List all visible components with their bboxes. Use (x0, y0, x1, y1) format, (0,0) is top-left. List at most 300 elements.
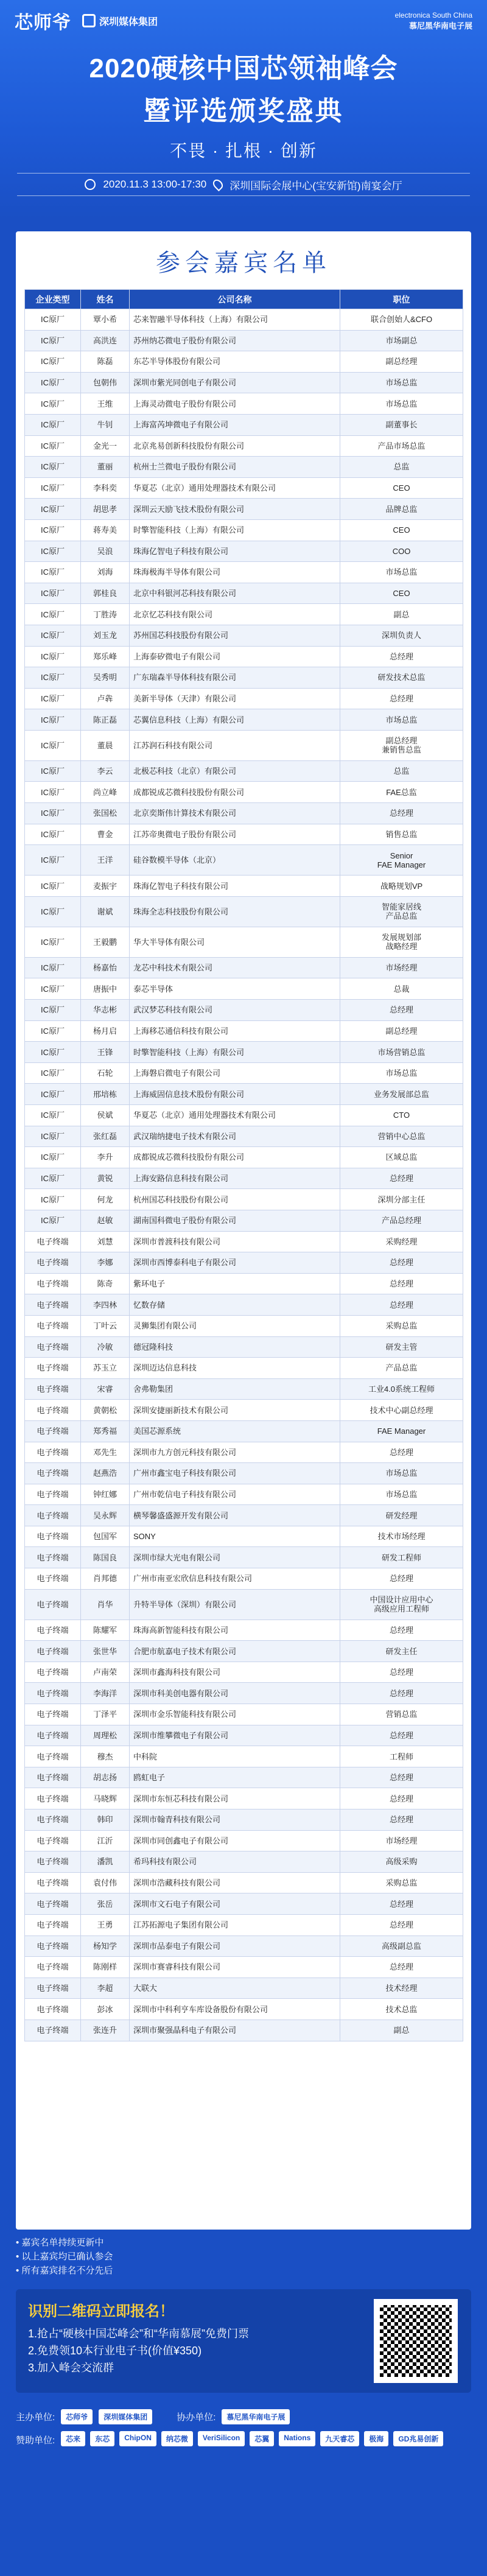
qr-code-icon (380, 2305, 452, 2377)
support-logo: 九天睿芯 (320, 2431, 359, 2446)
cell-type: IC原厂 (25, 393, 81, 415)
cell-name: 穆杰 (81, 1746, 130, 1767)
cell-name: 覃小希 (81, 309, 130, 331)
cell-company: 苏州国芯科技股份有限公司 (130, 625, 340, 646)
cell-type: IC原厂 (25, 1020, 81, 1042)
support-logos (61, 2431, 443, 2446)
cell-position: 总经理 (340, 1000, 463, 1021)
cell-name: 黄朝松 (81, 1400, 130, 1421)
cell-type: IC原厂 (25, 760, 81, 782)
cell-company: 德冠隆科技 (130, 1336, 340, 1358)
cell-name: 曹金 (81, 824, 130, 845)
cell-type: IC原厂 (25, 1147, 81, 1168)
cell-type: 电子终端 (25, 1336, 81, 1358)
event-venue: 深圳国际会展中心(宝安新馆)南宴会厅 (229, 180, 402, 192)
cell-name: 郑秀福 (81, 1420, 130, 1442)
cell-position: 营销总监 (340, 1704, 463, 1725)
table-row (25, 1042, 463, 1063)
cell-company: 紫环电子 (130, 1273, 340, 1294)
cell-company: 北京兆易创新科技股份有限公司 (130, 435, 340, 457)
cell-position: 工程师 (340, 1746, 463, 1767)
table-row (25, 477, 463, 499)
location-pin-icon (211, 178, 225, 192)
cell-company: 上海安路信息科技有限公司 (130, 1168, 340, 1189)
table-row (25, 1358, 463, 1379)
cell-type: IC原厂 (25, 1000, 81, 1021)
cell-company: 深圳安捷丽新技术有限公司 (130, 1400, 340, 1421)
support-logo: 极海 (364, 2431, 388, 2446)
table-row (25, 1809, 463, 1831)
cell-type: IC原厂 (25, 1105, 81, 1126)
cell-type: IC原厂 (25, 1126, 81, 1147)
cell-type: IC原厂 (25, 519, 81, 541)
cell-company: 深圳市鑫海科技有限公司 (130, 1662, 340, 1683)
cell-position: 市场总监 (340, 1484, 463, 1505)
cell-company: 珠海高新智能科技有限公司 (130, 1620, 340, 1641)
cell-position: 市场总监 (340, 1463, 463, 1484)
cell-type: IC原厂 (25, 477, 81, 499)
cell-name: 丁泽平 (81, 1704, 130, 1725)
cell-company: 广州市鑫宝电子科技有限公司 (130, 1463, 340, 1484)
guest-list-panel (16, 231, 471, 2230)
cell-name: 张红磊 (81, 1126, 130, 1147)
cell-type: 电子终端 (25, 2020, 81, 2041)
table-row (25, 730, 463, 760)
cell-name: 何龙 (81, 1189, 130, 1210)
cell-type: IC原厂 (25, 876, 81, 897)
cell-company: 合肥市航嘉电子技术有限公司 (130, 1641, 340, 1662)
cell-position: 技术中心副总经理 (340, 1400, 463, 1421)
cell-name: 王勇 (81, 1914, 130, 1936)
cell-position: 总经理 (340, 1294, 463, 1316)
cell-name: 胡思孝 (81, 499, 130, 520)
table-row (25, 1147, 463, 1168)
cell-position: Senior FAE Manager (340, 845, 463, 876)
cell-type: 电子终端 (25, 1568, 81, 1590)
cell-position: 总经理 (340, 1252, 463, 1274)
cell-name: 江沂 (81, 1830, 130, 1851)
support-logo: 纳芯微 (161, 2431, 193, 2446)
cell-name: 华志彬 (81, 1000, 130, 1021)
cell-type: 电子终端 (25, 1442, 81, 1463)
clock-icon (85, 179, 96, 190)
table-row (25, 1851, 463, 1873)
table-row (25, 309, 463, 331)
table-row (25, 435, 463, 457)
cell-company: 珠海亿智电子科技有限公司 (130, 876, 340, 897)
cell-company: 中科院 (130, 1746, 340, 1767)
cell-company: 时擎智能科技（上海）有限公司 (130, 519, 340, 541)
cell-position: COO (340, 541, 463, 562)
cell-company: 灵狮集团有限公司 (130, 1315, 340, 1336)
cell-name: 黄锐 (81, 1168, 130, 1189)
cell-company: 深圳市中科利亨车库设备股份有限公司 (130, 1999, 340, 2020)
cell-type: IC原厂 (25, 414, 81, 435)
cell-position: 市场营销总监 (340, 1042, 463, 1063)
cell-type: 电子终端 (25, 1358, 81, 1379)
cell-position: 研发技术总监 (340, 667, 463, 689)
cell-company: 上海移芯通信科技有限公司 (130, 1020, 340, 1042)
cell-position: 总经理 (340, 1893, 463, 1915)
table-row (25, 1589, 463, 1620)
table-row (25, 1788, 463, 1809)
cell-company: 广州市乾信电子科技有限公司 (130, 1484, 340, 1505)
table-row (25, 896, 463, 927)
cell-type: IC原厂 (25, 457, 81, 478)
cell-company: 深圳市普渡科技有限公司 (130, 1231, 340, 1252)
cell-type: 电子终端 (25, 1505, 81, 1526)
cell-name: 丁叶云 (81, 1315, 130, 1336)
cell-company: 江苏拓源电子集团有限公司 (130, 1914, 340, 1936)
cell-name: 唐振中 (81, 978, 130, 1000)
cell-company: 上海泰矽微电子有限公司 (130, 646, 340, 667)
cell-name: 陈奇 (81, 1273, 130, 1294)
cell-position: CEO (340, 519, 463, 541)
cell-name: 李四林 (81, 1294, 130, 1316)
support-logo: VeriSilicon (198, 2431, 245, 2446)
header-company: 公司名称 (130, 290, 340, 309)
cell-name: 张国松 (81, 803, 130, 824)
cell-position: FAE Manager (340, 1420, 463, 1442)
signup-box (16, 2289, 471, 2393)
cell-type: IC原厂 (25, 309, 81, 331)
cell-type: 电子终端 (25, 1978, 81, 1999)
table-row (25, 1999, 463, 2020)
cell-company: 芯翼信息科技（上海）有限公司 (130, 709, 340, 731)
note-item: • 嘉宾名单持续更新中 (16, 2236, 471, 2250)
table-row (25, 1294, 463, 1316)
table-row (25, 499, 463, 520)
table-row (25, 2020, 463, 2041)
table-row (25, 646, 463, 667)
cell-name: 王锋 (81, 1042, 130, 1063)
table-row (25, 1914, 463, 1936)
cell-company: 江苏润石科技有限公司 (130, 730, 340, 760)
cell-position: 营销中心总监 (340, 1126, 463, 1147)
cell-company: 上海灵动微电子股份有限公司 (130, 393, 340, 415)
table-row (25, 1231, 463, 1252)
cell-type: IC原厂 (25, 562, 81, 583)
cell-position: 研发主管 (340, 1336, 463, 1358)
cell-position: 副董事长 (340, 414, 463, 435)
cell-name: 金光一 (81, 435, 130, 457)
cell-company: 杭州国芯科技股份有限公司 (130, 1189, 340, 1210)
cell-type: IC原厂 (25, 499, 81, 520)
table-row (25, 583, 463, 604)
cell-type: 电子终端 (25, 1914, 81, 1936)
cell-company: 深圳云天励飞技术股份有限公司 (130, 499, 340, 520)
table-row (25, 1062, 463, 1084)
table-row (25, 1273, 463, 1294)
cell-type: IC原厂 (25, 709, 81, 731)
table-row (25, 330, 463, 351)
cell-position: 中国设计应用中心 高级应用工程师 (340, 1589, 463, 1620)
table-row (25, 519, 463, 541)
cell-type: 电子终端 (25, 1936, 81, 1957)
cell-company: 深圳市赛睿科技有限公司 (130, 1957, 340, 1978)
table-row (25, 957, 463, 978)
cell-position: 发展规划部 战略经理 (340, 927, 463, 957)
table-row (25, 760, 463, 782)
cell-name: 卢南荣 (81, 1662, 130, 1683)
table-row (25, 1767, 463, 1788)
logo-bar (0, 0, 487, 33)
cell-type: 电子终端 (25, 1484, 81, 1505)
cell-name: 刘慧 (81, 1231, 130, 1252)
table-row (25, 562, 463, 583)
cell-type: IC原厂 (25, 1042, 81, 1063)
header-type: 企业类型 (25, 290, 81, 309)
table-row (25, 1252, 463, 1274)
cell-type: IC原厂 (25, 730, 81, 760)
section-title: 参会嘉宾名单 (156, 249, 331, 277)
cell-company: 广州市南亚宏欣信息科技有限公司 (130, 1568, 340, 1590)
cell-name: 潘凯 (81, 1851, 130, 1873)
support-logo: 东芯 (90, 2431, 114, 2446)
qr-code[interactable] (374, 2299, 458, 2383)
cell-name: 李科奕 (81, 477, 130, 499)
table-row (25, 1168, 463, 1189)
cell-company: 成都锐成芯微科技股份有限公司 (130, 1147, 340, 1168)
table-row (25, 1189, 463, 1210)
cell-type: 电子终端 (25, 1294, 81, 1316)
cell-type: IC原厂 (25, 667, 81, 689)
table-row (25, 1315, 463, 1336)
cell-name: 董丽 (81, 457, 130, 478)
cell-company: 华大半导体有限公司 (130, 927, 340, 957)
note-item: • 所有嘉宾排名不分先后 (16, 2264, 471, 2278)
cell-name: 蒋寿美 (81, 519, 130, 541)
cell-company: 武汉梦芯科技有限公司 (130, 1000, 340, 1021)
cell-name: 苏玉立 (81, 1358, 130, 1379)
table-row (25, 414, 463, 435)
table-row (25, 1505, 463, 1526)
cell-position: 总监 (340, 760, 463, 782)
cell-company: 深圳市翰青科技有限公司 (130, 1809, 340, 1831)
cell-company: 湖南国科微电子股份有限公司 (130, 1210, 340, 1231)
cell-name: 杨知学 (81, 1936, 130, 1957)
cell-position: 副总经理 (340, 351, 463, 373)
cell-name: 王维 (81, 393, 130, 415)
cell-type: IC原厂 (25, 330, 81, 351)
cell-position: 工业4.0系统工程师 (340, 1378, 463, 1400)
cell-type: 电子终端 (25, 1788, 81, 1809)
cell-name: 彭冰 (81, 1999, 130, 2020)
signup-heading: 识别二维码立即报名！ (28, 2303, 174, 2320)
cell-company: 成都锐成芯微科技股份有限公司 (130, 782, 340, 803)
guest-table (24, 289, 463, 2041)
table-row (25, 1105, 463, 1126)
table-row (25, 1893, 463, 1915)
cell-name: 尚立峰 (81, 782, 130, 803)
cell-position: 总经理 (340, 1442, 463, 1463)
table-row (25, 1547, 463, 1568)
cell-type: IC原厂 (25, 803, 81, 824)
cell-name: 袁付伟 (81, 1872, 130, 1893)
logo-sz-media: 深圳媒体集团 (82, 14, 158, 28)
cell-name: 侯斌 (81, 1105, 130, 1126)
cell-position: 采购经理 (340, 1231, 463, 1252)
notes (16, 2236, 471, 2278)
cell-position: 总经理 (340, 1725, 463, 1746)
cell-position: 研发工程师 (340, 1547, 463, 1568)
cell-company: 上海富芮坤微电子有限公司 (130, 414, 340, 435)
table-row (25, 1526, 463, 1547)
cell-type: 电子终端 (25, 1420, 81, 1442)
table-row (25, 1420, 463, 1442)
table-row (25, 1662, 463, 1683)
header-position: 职位 (340, 290, 463, 309)
cell-company: 深圳市文石电子有限公司 (130, 1893, 340, 1915)
table-row (25, 876, 463, 897)
table-row (25, 1020, 463, 1042)
cell-company: 北极芯科技（北京）有限公司 (130, 760, 340, 782)
cell-company: 硅谷数模半导体（北京） (130, 845, 340, 876)
cell-name: 冷敏 (81, 1336, 130, 1358)
support-row: 赞助单位: 芯来 东芯 ChipON 纳芯微 VeriSilicon 芯翼 Nations 九天睿芯 极海 GD兆易创新 (16, 2431, 471, 2460)
cell-name: 丁胜涛 (81, 604, 130, 625)
table-row (25, 1957, 463, 1978)
cell-position: 智能家居线 产品总监 (340, 896, 463, 927)
cell-name: 石轮 (81, 1062, 130, 1084)
table-row (25, 1000, 463, 1021)
cell-name: 吴永辉 (81, 1505, 130, 1526)
cell-type: IC原厂 (25, 978, 81, 1000)
table-row (25, 1936, 463, 1957)
cell-name: 李海洋 (81, 1683, 130, 1704)
cell-company: 深圳迈达信息科技 (130, 1358, 340, 1379)
cell-position: 产品市场总监 (340, 435, 463, 457)
table-row (25, 1442, 463, 1463)
cell-position: 市场总监 (340, 562, 463, 583)
cell-name: 周理松 (81, 1725, 130, 1746)
cell-name: 包朝伟 (81, 372, 130, 393)
cell-company: 北京中科银河芯科技有限公司 (130, 583, 340, 604)
table-row (25, 625, 463, 646)
cell-name: 赵燕浩 (81, 1463, 130, 1484)
cell-position: 技术总监 (340, 1999, 463, 2020)
cell-type: 电子终端 (25, 1809, 81, 1831)
cell-name: 吴浪 (81, 541, 130, 562)
cell-type: 电子终端 (25, 1872, 81, 1893)
cell-type: 电子终端 (25, 1547, 81, 1568)
cell-position: 总经理 (340, 1168, 463, 1189)
cell-position: 总经理 (340, 1568, 463, 1590)
cell-name: 郭桂良 (81, 583, 130, 604)
table-row (25, 1378, 463, 1400)
cell-type: 电子终端 (25, 1231, 81, 1252)
cell-type: IC原厂 (25, 1084, 81, 1105)
table-row (25, 688, 463, 709)
event-slogan: 不畏 · 扎根 · 创新 (170, 141, 317, 160)
cell-company: 横琴馨盛盛源开发有限公司 (130, 1505, 340, 1526)
cell-company: 华夏芯（北京）通用处理器技术有限公司 (130, 1105, 340, 1126)
cell-name: 董晨 (81, 730, 130, 760)
cell-type: IC原厂 (25, 351, 81, 373)
cell-type: IC原厂 (25, 1189, 81, 1210)
header-name: 姓名 (81, 290, 130, 309)
support-logo: Nations (279, 2431, 315, 2446)
table-row (25, 927, 463, 957)
cell-type: 电子终端 (25, 1746, 81, 1767)
cell-position: 总经理 (340, 803, 463, 824)
header (0, 0, 487, 219)
cell-company: 深圳市维攀微电子有限公司 (130, 1725, 340, 1746)
cell-type: 电子终端 (25, 1620, 81, 1641)
table-header-row (25, 290, 463, 309)
cell-name: 陈磊 (81, 351, 130, 373)
sponsors (0, 2402, 487, 2576)
cell-position: 副总经理 兼销售总监 (340, 730, 463, 760)
signup-line: 2.免费领10本行业电子书(价值¥350) (28, 2345, 202, 2357)
table-row (25, 604, 463, 625)
cell-company: 深圳市同创鑫电子有限公司 (130, 1830, 340, 1851)
cell-type: 电子终端 (25, 1830, 81, 1851)
cell-name: 牛钊 (81, 414, 130, 435)
cell-position: 总监 (340, 457, 463, 478)
logo-electronica: electronica South China 慕尼黑华南电子展 (394, 11, 472, 30)
table-row (25, 824, 463, 845)
table-row (25, 1725, 463, 1746)
cell-name: 王洋 (81, 845, 130, 876)
table-row (25, 1400, 463, 1421)
signup-line: 1.抢占“硬核中国芯峰会”和“华南慕展”免费门票 (28, 2328, 249, 2340)
cell-name: 陈正磊 (81, 709, 130, 731)
cell-name: 包国军 (81, 1526, 130, 1547)
cell-position: 深圳分部主任 (340, 1189, 463, 1210)
table-row (25, 1568, 463, 1590)
cell-type: IC原厂 (25, 541, 81, 562)
cell-name: 李升 (81, 1147, 130, 1168)
cell-position: 总经理 (340, 1809, 463, 1831)
table-row (25, 1484, 463, 1505)
cell-type: IC原厂 (25, 896, 81, 927)
cell-type: 电子终端 (25, 1704, 81, 1725)
cell-company: 上海威固信息技术股份有限公司 (130, 1084, 340, 1105)
logo-xinshiye: 芯师爷 (15, 13, 71, 33)
cell-position: 技术市场经理 (340, 1526, 463, 1547)
media-logo-icon (82, 14, 96, 27)
table-row (25, 372, 463, 393)
cell-position: 总经理 (340, 1683, 463, 1704)
cell-position: 总经理 (340, 1273, 463, 1294)
cell-name: 杨嘉怡 (81, 957, 130, 978)
cell-name: 张世华 (81, 1641, 130, 1662)
support-logo: GD兆易创新 (393, 2431, 443, 2446)
event-datetime: 2020.11.3 13:00-17:30 (103, 178, 207, 190)
cell-position: 总经理 (340, 688, 463, 709)
cell-company: 美国芯源系统 (130, 1420, 340, 1442)
cell-type: IC原厂 (25, 688, 81, 709)
signup-line: 3.加入峰会交流群 (28, 2362, 114, 2374)
cell-name: 韩印 (81, 1809, 130, 1831)
cell-name: 邓先生 (81, 1442, 130, 1463)
cell-name: 邢培栋 (81, 1084, 130, 1105)
cell-type: IC原厂 (25, 625, 81, 646)
table-row (25, 803, 463, 824)
cell-company: 深圳市浩藏科技有限公司 (130, 1872, 340, 1893)
cell-company: 武汉瑞纳捷电子技术有限公司 (130, 1126, 340, 1147)
cell-position: 采购总监 (340, 1315, 463, 1336)
cell-name: 肖华 (81, 1589, 130, 1620)
table-row (25, 1746, 463, 1767)
cell-company: 美新半导体（天津）有限公司 (130, 688, 340, 709)
cell-position: 总经理 (340, 1620, 463, 1641)
cell-position: 总经理 (340, 646, 463, 667)
cell-position: CTO (340, 1105, 463, 1126)
table-row (25, 1620, 463, 1641)
cell-company: 东芯半导体股份有限公司 (130, 351, 340, 373)
